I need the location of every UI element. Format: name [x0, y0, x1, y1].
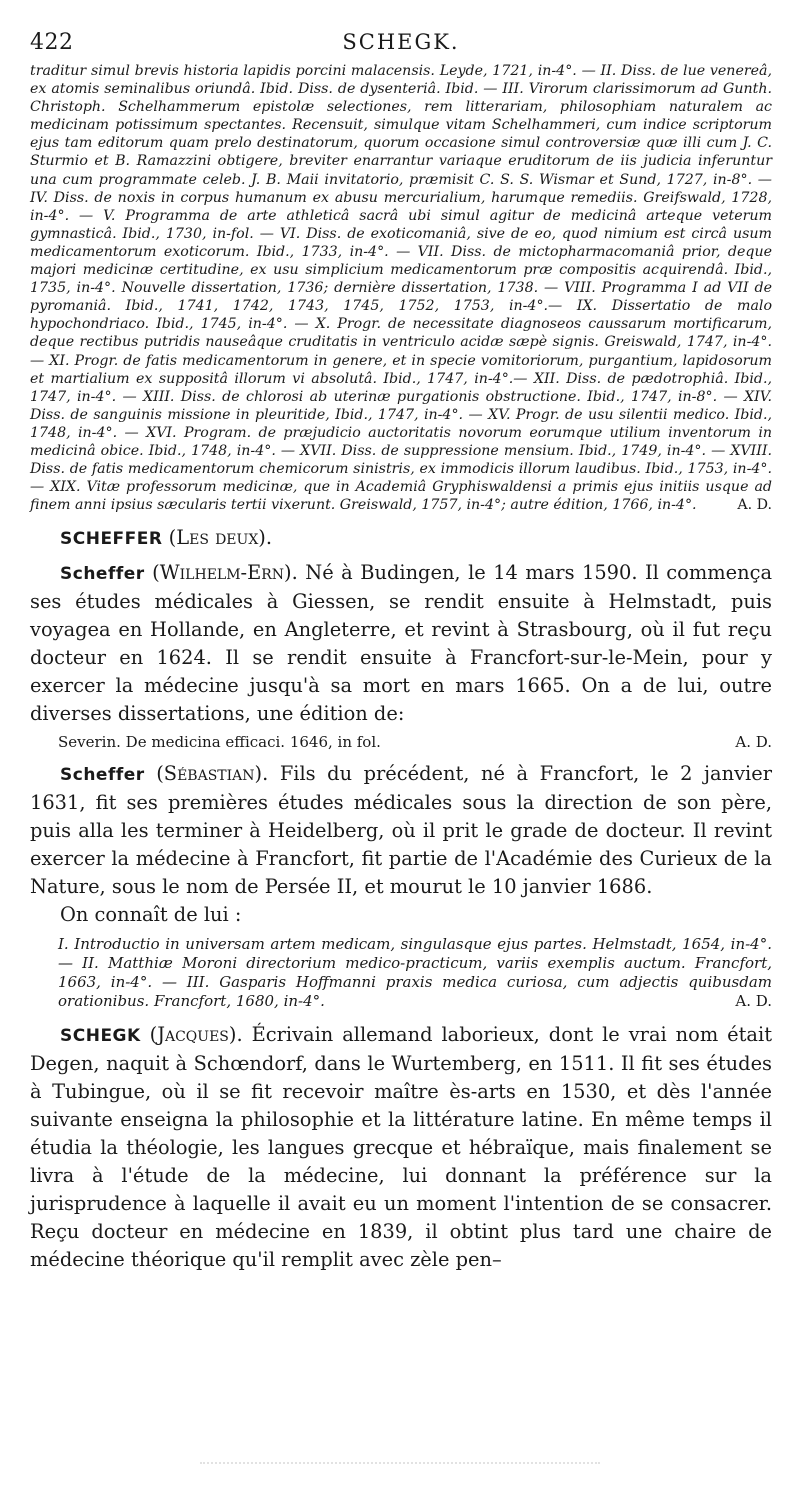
entry-text: Écrivain allemand laborieux, dont le vrai nom était Degen, naquit à Schœndorf, dans le Wurtemberg, en 1511. Il fit ses études à Tubingue, où il se fit recevoir maître ès-arts en 1530, et dès l'année suivante enseigna la philosophie et la littérature latine. En même temps il étudia la théologie, les langues grecque et hébraïque, mais finalement se livra à l'étude de la médecine, lui donnant la préférence sur la jurisprudence à laquelle il avait eu un moment l'intention de se consacrer. Reçu docteur en médecine en 1839, il obtint plus tard une chaire de médecine théorique qu'il remplit avec zèle pen– [30, 1023, 772, 1272]
entry-text: Fils du précédent, né à Francfort, le 2 janvier 1631, fit ses premières études médicales sous la direction de son père, puis alla les terminer à Heidelberg, où il prit le grade de docteur. Il revint exercer la médecine à Francfort, fit partie de l'Académie des Curieux de la Nature, sous le nom de Persée II, et mourut le 10 janvier 1686. [30, 762, 772, 899]
page [30, 22, 772, 1274]
author-signature: A. D. [735, 992, 772, 1011]
bibliography-continuation [30, 62, 772, 514]
entry-given-name: (Wilhelm-Ern). [152, 561, 298, 585]
entry-scheffer-les-deux [30, 524, 772, 553]
entry-given-name: (Sébastian). [156, 762, 269, 786]
page-number: 422 [30, 30, 74, 55]
entry-name: SCHEGK [60, 1026, 141, 1047]
biblio-line [30, 732, 772, 752]
running-head: SCHEGK. [342, 30, 460, 54]
author-signature: A. D. [735, 733, 772, 752]
works-text: I. Introductio in universam artem medicam, singulasque ejus partes. Helmstadt, 1654, in-4°. — II. Matthiæ Moroni directorium medico-practicum, variis exemplis auctum. Francfort, 1663, in-4°. — III. Gasparis Hoffmanni praxis medica curiosa, cum adjectis quibusdam orationibus. Francfort, 1680, in-4°. [58, 935, 772, 1011]
entry-scheffer-sebastian [30, 760, 772, 901]
biblio-text: Severin. De medicina efficaci. 1646, in fol. [58, 733, 381, 752]
entry-name: Scheffer [60, 765, 145, 786]
entry-scheffer-wilhelm [30, 559, 772, 728]
entry-name: SCHEFFER [60, 529, 163, 550]
page-header [30, 22, 772, 62]
entry-text: Né à Budingen, le 14 mars 1590. Il commença ses études médicales à Giessen, se rendit ensuite à Helmstadt, puis voyagea en Hollande, en Angleterre, et revint à Strasbourg, où il fut reçu docteur en 1624. Il se rendit ensuite à Francfort-sur-le-Mein, pour y exercer la médecine jusqu'à sa mort en mars 1665. On a de lui, outre diverses dissertations, une édition de: [30, 561, 773, 726]
entry-qualifier: (Les deux). [168, 526, 273, 550]
works-intro: On connaît de lui : [60, 903, 242, 927]
entry-name: Scheffer [60, 564, 145, 585]
works-list [30, 935, 772, 1011]
entry-given-name: (Jacques). [149, 1023, 243, 1047]
bibliography-text: traditur simul brevis historia lapidis porcini malacensis. Leyde, 1721, in-4°. — II. Diss. de lue venereâ, ex atomis seminalibus oriundâ. Ibid. Diss. de dysenteriâ. Ibid. — III. Virorum clarissimorum ad Gunth. Christoph. Schelhammerum epistolæ selectiones, rem litterariam, philosophiam naturalem ac medicinam potissimum spectantes. Recensuit, simulque vitam Schelhammeri, cum indice scriptorum ejus tam editorum quam prelo destinatorum, quorum occasione simul controversiæ quæ illi cum J. C. Sturmio et B. Ramazzini obtigere, breviter enarrantur variaque eruditorum de iis judicia inferuntur una cum programmate celeb. J. B. Maii invitatorio, præmisit C. S. S. Wismar et Sund, 1727, in-8°. — IV. Diss. de noxis in corpus humanum ex abusu mercurialium, harumque remediis. Greifswald, 1728, in-4°. — V. Programma de arte athleticâ sacrâ ubi simul agitur de medicinâ arteque veterum gymnasticâ. Ibid., 1730, in-fol. — VI. Diss. de exoticomaniâ, sive de eo, quod nimium est circâ usum medicamentorum exoticorum. Ibid., 1733, in-4°. — VII. Diss. de mictopharmacomaniâ prior, deque majori medicinæ certitudine, ex usu simplicium medicamentorum præ compositis acquirendâ. Ibid., 1735, in-4°. Nouvelle dissertation, 1736; dernière dissertation, 1738. — VIII. Programma I ad VII de pyromaniâ. Ibid., 1741, 1742, 1743, 1745, 1752, 1753, in-4°.— IX. Dissertatio de malo hypochondriaco. Ibid., 1745, in-4°. — X. Progr. de necessitate diagnoseos caussarum mortificarum, deque rectibus putridis nauseâque cruditatis in ventriculo acidæ sæpè signis. Greiswald, 1747, in-4°. — XI. Progr. de fatis medicamentorum in genere, et in specie vomitoriorum, purgantium, lapidosorum et martialium ex suppositâ illorum vi absolutâ. Ibid., 1747, in-4°.— XII. Diss. de pædotrophiâ. Ibid., 1747, in-4°. — XIII. Diss. de chlorosi ab uterinæ purgationis obstructione. Ibid., 1747, in-8°. — XIV. Diss. de sanguinis missione in pleuritide, Ibid., 1747, in-4°. — XV. Progr. de usu silentii medico. Ibid., 1748, in-4°. — XVI. Program. de præjudicio auctoritatis novorum eorumque utilium inventorum in medicinâ obice. Ibid., 1748, in-4°. — XVII. Diss. de suppressione mensium. Ibid., 1749, in-4°. — XVIII. Diss. de fatis medicamentorum chemicorum sinistris, ex immodicis illorum laudibus. Ibid., 1753, in-4°. — XIX. Vitæ professorum medicinæ, que in Academiâ Gryphiswaldensi a primis ejus initiis usque ad finem anni ipsius sæcularis tertii vixerunt. Greiswald, 1757, in-4°; autre édition, 1766, in-4°. [30, 63, 772, 514]
bottom-trailer [200, 1462, 600, 1468]
author-signature: A. D. [737, 497, 772, 514]
entry-schegk [30, 1021, 772, 1274]
